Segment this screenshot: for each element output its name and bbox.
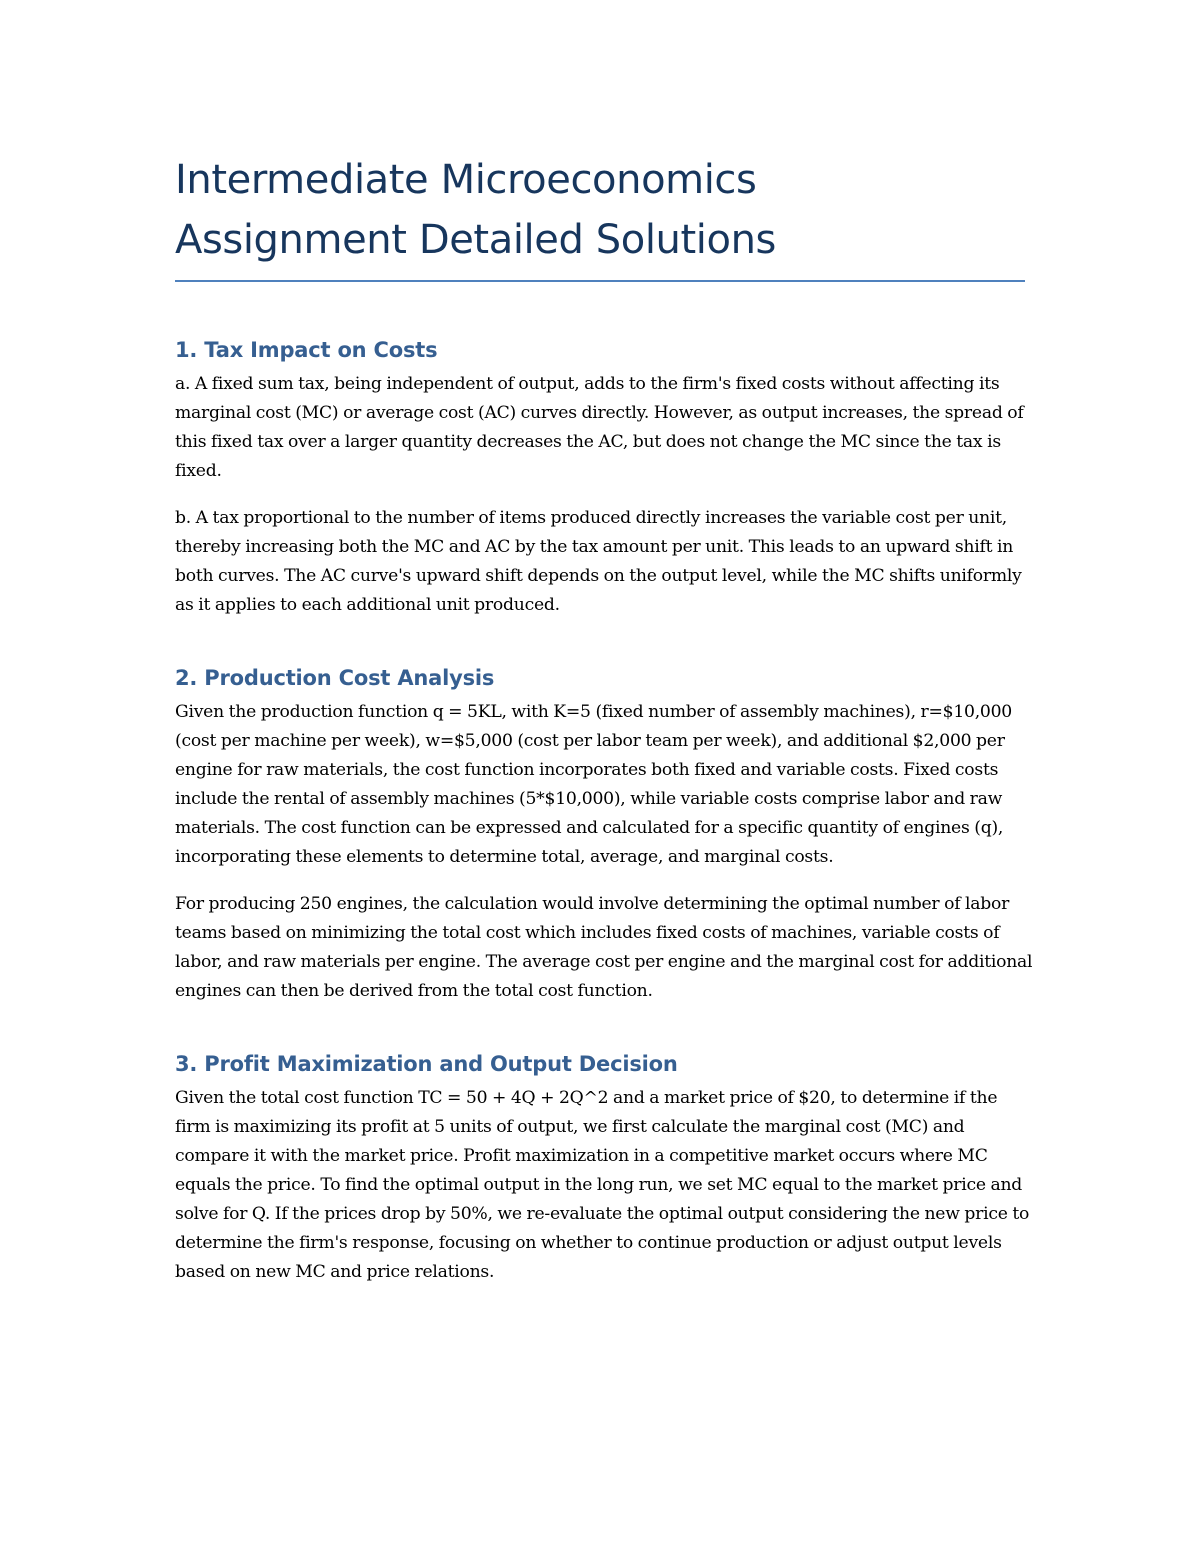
paragraph: b. A tax proportional to the number of items produced directly increases the variable cost per unit, thereby increasing both the MC and AC by the tax amount per unit. This leads to an upward shift in both curves. The AC curve's upward shift depends on the output level, while the MC shifts uniformly as it applies to each additional unit produced. [175,508,1022,615]
section-heading: 3. Profit Maximization and Output Decision [175,1052,678,1076]
paragraph: For producing 250 engines, the calculation would involve determining the optimal number of labor teams based on minimizing the total cost which includes fixed costs of machines, variable costs of labor, and raw materials per engine. The average cost per engine and the marginal cost for additional engines can then be derived from the total cost function. [175,894,1033,1001]
section-heading: 2. Production Cost Analysis [175,666,495,690]
section-tax-impact [175,336,1035,620]
section-heading: 1. Tax Impact on Costs [175,338,438,362]
paragraph: Given the total cost function TC = 50 + 4Q + 2Q^2 and a market price of $20, to determine if the firm is maximizing its profit at 5 units of output, we first calculate the marginal cost (MC) and compare it with the market price. Profit maximization in a competitive market occurs where MC equals the price. To find the optimal output in the long run, we set MC equal to the market price and solve for Q. If the prices drop by 50%, we re-evaluate the optimal output considering the new price to determine the firm's response, focusing on whether to continue production or adjust output levels based on new MC and price relations. [175,1088,1030,1282]
section-profit-maximization [175,1050,1035,1287]
document-page [175,150,1035,1287]
title-line-1: Intermediate Microeconomics [175,157,757,203]
section-production-cost [175,664,1035,1006]
title-line-2: Assignment Detailed Solutions [175,217,776,263]
title-divider [175,280,1025,282]
paragraph: Given the production function q = 5KL, with K=5 (fixed number of assembly machines), r=$10,000 (cost per machine per week), w=$5,000 (cost per labor team per week), and additional $2,000 per engine for raw materials, the cost function incorporates both fixed and variable costs. Fixed costs include the rental of assembly machines (5*$10,000), while variable costs comprise labor and raw materials. The cost function can be expressed and calculated for a specific quantity of engines (q), incorporating these elements to determine total, average, and marginal costs. [175,702,1012,867]
paragraph: a. A fixed sum tax, being independent of output, adds to the firm's fixed costs without affecting its marginal cost (MC) or average cost (AC) curves directly. However, as output increases, the spread of this fixed tax over a larger quantity decreases the AC, but does not change the MC since the tax is fixed. [175,374,1024,481]
document-title [175,150,1035,270]
